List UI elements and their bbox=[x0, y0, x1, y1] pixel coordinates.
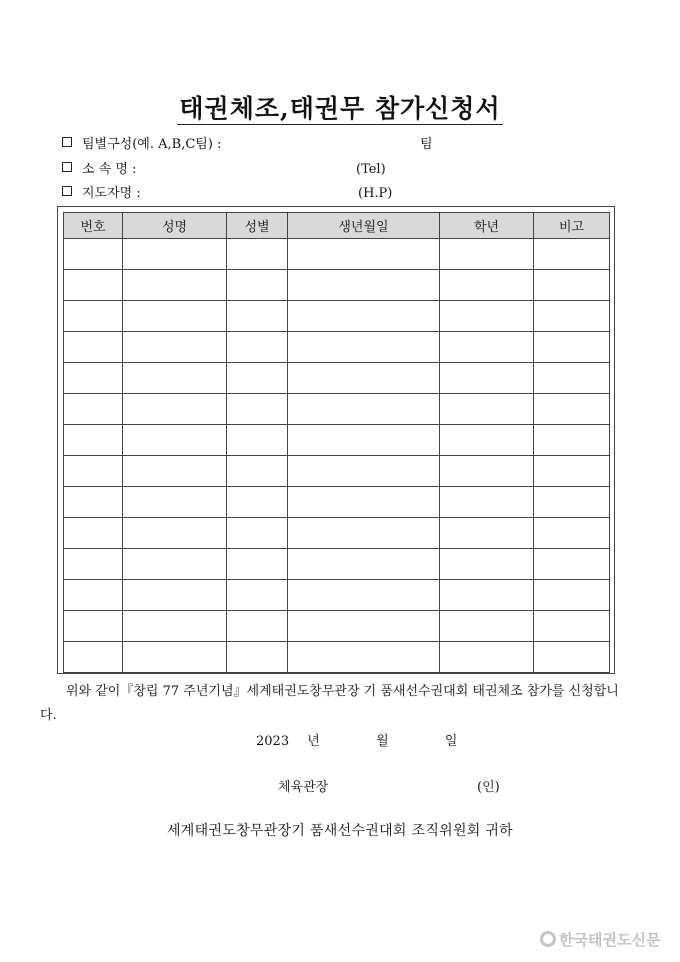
table-row bbox=[64, 611, 610, 642]
table-cell[interactable] bbox=[64, 518, 123, 549]
table-cell[interactable] bbox=[64, 456, 123, 487]
table-cell[interactable] bbox=[440, 239, 534, 270]
table-cell[interactable] bbox=[288, 456, 440, 487]
table-cell[interactable] bbox=[440, 270, 534, 301]
table-cell[interactable] bbox=[534, 239, 610, 270]
date-year: 2023 bbox=[256, 734, 290, 749]
header-grade: 학년 bbox=[440, 213, 534, 239]
table-row bbox=[64, 642, 610, 673]
field-instructor bbox=[62, 186, 393, 202]
table-row bbox=[64, 456, 610, 487]
table-cell[interactable] bbox=[534, 487, 610, 518]
table-cell[interactable] bbox=[123, 580, 227, 611]
logo-icon bbox=[540, 931, 556, 947]
date-day-unit: 일 bbox=[444, 734, 458, 749]
table-cell[interactable] bbox=[123, 549, 227, 580]
table-cell[interactable] bbox=[440, 332, 534, 363]
table-cell[interactable] bbox=[227, 239, 288, 270]
table-cell[interactable] bbox=[64, 611, 123, 642]
table-cell[interactable] bbox=[440, 394, 534, 425]
header-gender: 성별 bbox=[227, 213, 288, 239]
table-cell[interactable] bbox=[534, 301, 610, 332]
table-cell[interactable] bbox=[227, 394, 288, 425]
table-cell[interactable] bbox=[288, 270, 440, 301]
table-cell[interactable] bbox=[288, 239, 440, 270]
table-cell[interactable] bbox=[288, 394, 440, 425]
table-cell[interactable] bbox=[64, 239, 123, 270]
header-number: 번호 bbox=[64, 213, 123, 239]
table-cell[interactable] bbox=[123, 456, 227, 487]
table-cell[interactable] bbox=[534, 332, 610, 363]
table-cell[interactable] bbox=[534, 456, 610, 487]
table-cell[interactable] bbox=[288, 363, 440, 394]
table-cell[interactable] bbox=[123, 642, 227, 673]
table-cell[interactable] bbox=[123, 394, 227, 425]
table-cell[interactable] bbox=[64, 549, 123, 580]
table-cell[interactable] bbox=[288, 580, 440, 611]
table-cell[interactable] bbox=[288, 487, 440, 518]
table-cell[interactable] bbox=[440, 580, 534, 611]
table-cell[interactable] bbox=[64, 363, 123, 394]
table-cell[interactable] bbox=[288, 549, 440, 580]
table-cell[interactable] bbox=[534, 425, 610, 456]
table-row bbox=[64, 394, 610, 425]
table-cell[interactable] bbox=[288, 518, 440, 549]
table-cell[interactable] bbox=[123, 239, 227, 270]
table-cell[interactable] bbox=[288, 332, 440, 363]
table-row bbox=[64, 425, 610, 456]
form-title-text: 태권체조,태권무 참가신청서 bbox=[179, 94, 501, 123]
table-cell[interactable] bbox=[123, 518, 227, 549]
form-title bbox=[0, 92, 680, 126]
table-cell[interactable] bbox=[64, 642, 123, 673]
checkbox-icon[interactable] bbox=[62, 137, 72, 147]
table-cell[interactable] bbox=[227, 332, 288, 363]
table-cell[interactable] bbox=[440, 456, 534, 487]
table-cell[interactable] bbox=[440, 611, 534, 642]
table-cell[interactable] bbox=[288, 611, 440, 642]
field-team-label: 팀별구성(예. A,B,C팀) : bbox=[82, 137, 222, 152]
table-row bbox=[64, 487, 610, 518]
table-cell[interactable] bbox=[534, 549, 610, 580]
table-cell[interactable] bbox=[534, 642, 610, 673]
header-remarks: 비고 bbox=[534, 213, 610, 239]
date-month-unit: 월 bbox=[376, 734, 389, 749]
watermark-text: 한국태권도신문 bbox=[559, 931, 661, 949]
field-hp-label: (H.P) bbox=[358, 186, 393, 201]
table-cell[interactable] bbox=[288, 642, 440, 673]
table-cell[interactable] bbox=[123, 487, 227, 518]
field-team bbox=[62, 137, 433, 153]
statement-text: 위와 같이『창립 77 주년기념』세계태권도창무관장 기 품새선수권대회 태권체조 참가를 신청합니다. bbox=[40, 684, 619, 723]
table-cell[interactable] bbox=[534, 580, 610, 611]
table-row bbox=[64, 518, 610, 549]
table-cell[interactable] bbox=[440, 549, 534, 580]
table-cell[interactable] bbox=[227, 518, 288, 549]
table-cell[interactable] bbox=[227, 611, 288, 642]
table-cell[interactable] bbox=[288, 425, 440, 456]
table-row bbox=[64, 580, 610, 611]
header-name: 성명 bbox=[123, 213, 227, 239]
table-row bbox=[64, 549, 610, 580]
table-cell[interactable] bbox=[534, 394, 610, 425]
date-line bbox=[256, 730, 471, 749]
table-cell[interactable] bbox=[440, 301, 534, 332]
table-cell[interactable] bbox=[123, 611, 227, 642]
table-row bbox=[64, 301, 610, 332]
field-tel-label: (Tel) bbox=[356, 162, 386, 177]
field-team-suffix: 팀 bbox=[420, 137, 433, 152]
table-cell[interactable] bbox=[227, 642, 288, 673]
table-cell[interactable] bbox=[227, 549, 288, 580]
table-cell[interactable] bbox=[534, 363, 610, 394]
table-row bbox=[64, 270, 610, 301]
table-cell[interactable] bbox=[123, 332, 227, 363]
seal-mark: (인) bbox=[477, 780, 500, 795]
table-cell[interactable] bbox=[64, 301, 123, 332]
watermark bbox=[540, 926, 675, 954]
header-birthdate: 생년월일 bbox=[288, 213, 440, 239]
table-cell[interactable] bbox=[534, 611, 610, 642]
table-header-row bbox=[64, 213, 610, 239]
table-cell[interactable] bbox=[64, 270, 123, 301]
table-row bbox=[64, 363, 610, 394]
field-instructor-label: 지도자명 : bbox=[82, 186, 141, 201]
table-cell[interactable] bbox=[227, 456, 288, 487]
participant-table bbox=[63, 212, 610, 673]
recipient-line: 세계태권도창무관장기 품새선수권대회 조직위원회 귀하 bbox=[166, 823, 514, 839]
table-cell[interactable] bbox=[440, 363, 534, 394]
date-year-unit: 년 bbox=[307, 734, 320, 749]
checkbox-icon[interactable] bbox=[62, 186, 72, 196]
table-row bbox=[64, 239, 610, 270]
table-cell[interactable] bbox=[64, 580, 123, 611]
table-cell[interactable] bbox=[227, 487, 288, 518]
table-cell[interactable] bbox=[288, 301, 440, 332]
table-cell[interactable] bbox=[64, 487, 123, 518]
field-affiliation bbox=[62, 162, 386, 178]
table-cell[interactable] bbox=[534, 270, 610, 301]
table-row bbox=[64, 332, 610, 363]
signature-label: 체육관장 bbox=[278, 780, 329, 795]
table-cell[interactable] bbox=[227, 363, 288, 394]
table-cell[interactable] bbox=[440, 425, 534, 456]
table-cell[interactable] bbox=[440, 518, 534, 549]
table-cell[interactable] bbox=[227, 580, 288, 611]
table-cell[interactable] bbox=[534, 518, 610, 549]
table-cell[interactable] bbox=[123, 301, 227, 332]
table-cell[interactable] bbox=[64, 394, 123, 425]
table-cell[interactable] bbox=[64, 425, 123, 456]
table-cell[interactable] bbox=[64, 332, 123, 363]
table-cell[interactable] bbox=[123, 425, 227, 456]
table-cell[interactable] bbox=[123, 270, 227, 301]
table-cell[interactable] bbox=[227, 270, 288, 301]
checkbox-icon[interactable] bbox=[62, 162, 72, 172]
table-cell[interactable] bbox=[440, 487, 534, 518]
table-cell[interactable] bbox=[227, 301, 288, 332]
table-cell[interactable] bbox=[440, 642, 534, 673]
field-affiliation-label: 소 속 명 : bbox=[82, 162, 137, 177]
table-cell[interactable] bbox=[227, 425, 288, 456]
table-cell[interactable] bbox=[123, 363, 227, 394]
